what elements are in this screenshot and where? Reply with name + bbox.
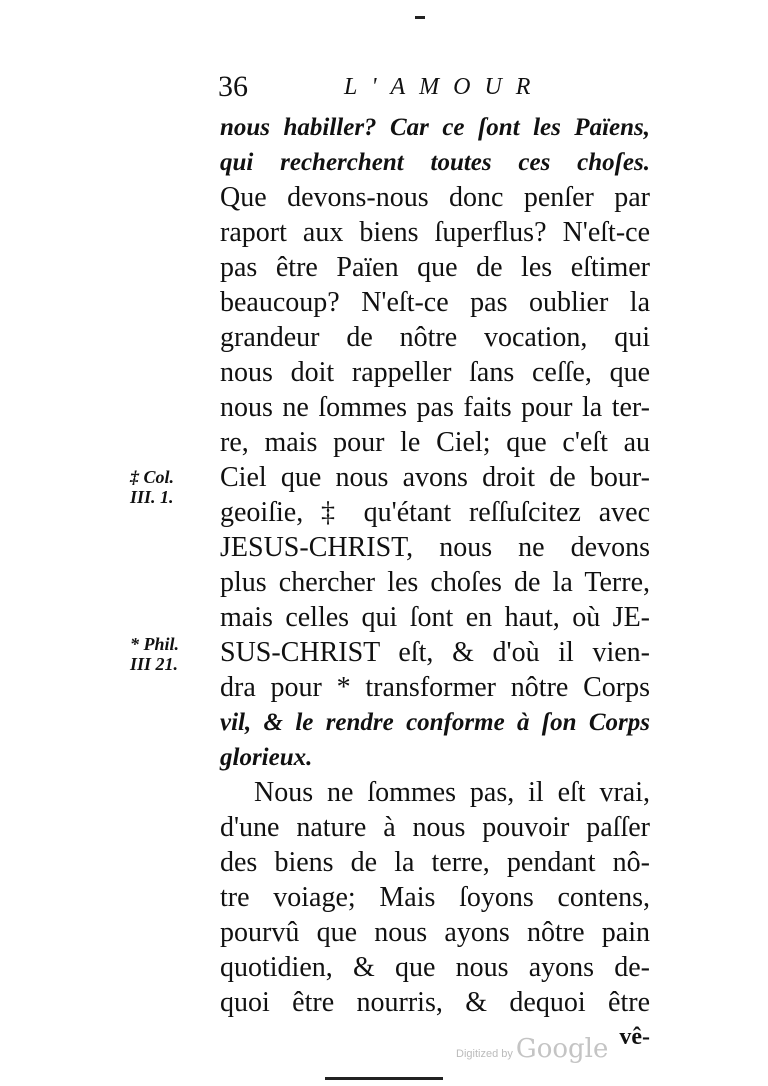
text-line: beaucoup? N'eſt-ce pas oublier la <box>220 287 650 318</box>
text-line: quotidien, & que nous ayons de- <box>220 952 650 983</box>
text-line: re, mais pour le Ciel; que c'eſt au <box>220 427 650 458</box>
margin-note-ref: * Phil. <box>130 634 180 654</box>
text-line: mais celles qui ſont en haut, où JE- <box>220 602 650 633</box>
text-line: JESUS-CHRIST, nous ne devons <box>220 532 650 563</box>
digitized-prefix: Digitized by <box>456 1048 513 1060</box>
text-line: geoiſie, ‡ qu'étant reſſuſcitez avec <box>220 497 650 528</box>
running-title: L'AMOUR <box>344 74 545 100</box>
margin-note-ref: ‡ Col. <box>130 467 175 487</box>
margin-note-verse: III 21. <box>130 654 179 674</box>
text-line: nous habiller? Car ce ſont les Païens, <box>220 114 650 141</box>
digitized-watermark <box>456 1034 608 1064</box>
text-line: pourvû que nous ayons nôtre pain <box>220 917 650 948</box>
catchword: vê- <box>619 1024 650 1050</box>
text-line: vil, & le rendre conforme à ſon Corps <box>220 709 650 736</box>
text-line: Ciel que nous avons droit de bour- <box>220 462 650 493</box>
page-number: 36 <box>218 70 248 103</box>
text-line: glorieux. <box>220 744 313 771</box>
text-line: grandeur de nôtre vocation, qui <box>220 322 650 353</box>
page-header <box>218 70 658 110</box>
body-text <box>220 110 650 1055</box>
text-line: Nous ne ſommes pas, il eſt vrai, <box>254 777 650 808</box>
text-line: qui recherchent toutes ces choſes. <box>220 149 650 176</box>
top-mark <box>415 16 425 19</box>
text-line: nous doit rappeller ſans ceſſe, que <box>220 357 650 388</box>
bottom-rule <box>325 1077 443 1080</box>
text-line: dra pour * transformer nôtre Corps <box>220 672 650 703</box>
text-line: Que devons-nous donc penſer par <box>220 182 650 213</box>
text-line: pas être Païen que de les eſtimer <box>220 252 650 283</box>
text-line: tre voiage; Mais ſoyons contens, <box>220 882 650 913</box>
margin-note-verse: III. 1. <box>130 487 174 507</box>
text-line: des biens de la terre, pendant nô- <box>220 847 650 878</box>
google-logo: Google <box>515 1034 609 1064</box>
text-line: plus chercher les choſes de la Terre, <box>220 567 650 598</box>
text-line: nous ne ſommes pas faits pour la ter- <box>220 392 650 423</box>
text-line: raport aux biens ſuperflus? N'eſt-ce <box>220 217 650 248</box>
margin-note-phil <box>130 634 179 674</box>
margin-note-col <box>130 467 174 507</box>
text-line: d'une nature à nous pouvoir paſſer <box>220 812 650 843</box>
text-line: quoi être nourris, & dequoi être <box>220 987 650 1018</box>
text-line: SUS-CHRIST eſt, & d'où il vien- <box>220 637 650 668</box>
